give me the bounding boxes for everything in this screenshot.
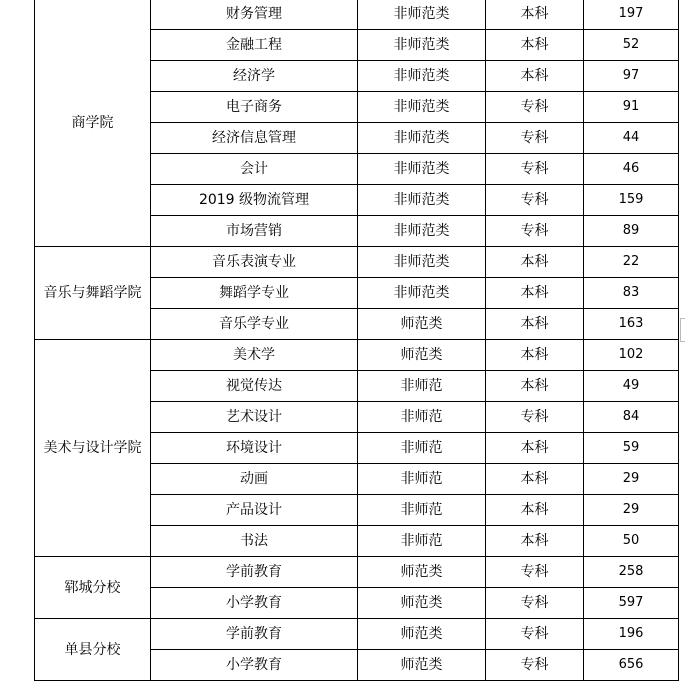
- table-row: [35, 619, 679, 650]
- category-cell: 非师范: [358, 495, 486, 526]
- count-cell: 656: [584, 650, 679, 681]
- count-cell: 197: [584, 0, 679, 30]
- level-cell: 专科: [486, 185, 584, 216]
- level-cell: 本科: [486, 371, 584, 402]
- level-cell: 本科: [486, 0, 584, 30]
- college-cell: 音乐与舞蹈学院: [35, 247, 151, 340]
- category-cell: 师范类: [358, 557, 486, 588]
- major-cell: 艺术设计: [151, 402, 358, 433]
- major-cell: 书法: [151, 526, 358, 557]
- level-cell: 本科: [486, 30, 584, 61]
- count-cell: 59: [584, 433, 679, 464]
- level-cell: 专科: [486, 588, 584, 619]
- major-cell: 音乐学专业: [151, 309, 358, 340]
- category-cell: 师范类: [358, 619, 486, 650]
- category-cell: 师范类: [358, 309, 486, 340]
- scroll-edge-marker: [680, 318, 685, 342]
- count-cell: 29: [584, 495, 679, 526]
- category-cell: 非师范类: [358, 154, 486, 185]
- count-cell: 84: [584, 402, 679, 433]
- level-cell: 本科: [486, 433, 584, 464]
- major-cell: 会计: [151, 154, 358, 185]
- level-cell: 专科: [486, 92, 584, 123]
- category-cell: 非师范类: [358, 247, 486, 278]
- major-cell: 舞蹈学专业: [151, 278, 358, 309]
- count-cell: 52: [584, 30, 679, 61]
- count-cell: 258: [584, 557, 679, 588]
- table-row: [35, 557, 679, 588]
- count-cell: 196: [584, 619, 679, 650]
- level-cell: 本科: [486, 247, 584, 278]
- level-cell: 本科: [486, 495, 584, 526]
- level-cell: 专科: [486, 619, 584, 650]
- college-cell: 单县分校: [35, 619, 151, 681]
- table-row: [35, 340, 679, 371]
- major-cell: 金融工程: [151, 30, 358, 61]
- enrollment-table: [34, 0, 679, 681]
- count-cell: 44: [584, 123, 679, 154]
- category-cell: 非师范类: [358, 185, 486, 216]
- level-cell: 本科: [486, 526, 584, 557]
- level-cell: 专科: [486, 154, 584, 185]
- major-cell: 小学教育: [151, 588, 358, 619]
- category-cell: 非师范: [358, 402, 486, 433]
- table-row: [35, 247, 679, 278]
- category-cell: 师范类: [358, 650, 486, 681]
- count-cell: 163: [584, 309, 679, 340]
- table-body: [35, 0, 679, 681]
- category-cell: 非师范: [358, 464, 486, 495]
- level-cell: 专科: [486, 402, 584, 433]
- category-cell: 非师范类: [358, 30, 486, 61]
- category-cell: 非师范: [358, 433, 486, 464]
- count-cell: 29: [584, 464, 679, 495]
- count-cell: 97: [584, 61, 679, 92]
- count-cell: 46: [584, 154, 679, 185]
- college-cell: 商学院: [35, 0, 151, 247]
- major-cell: 环境设计: [151, 433, 358, 464]
- level-cell: 专科: [486, 650, 584, 681]
- major-cell: 视觉传达: [151, 371, 358, 402]
- major-cell: 财务管理: [151, 0, 358, 30]
- count-cell: 91: [584, 92, 679, 123]
- count-cell: 597: [584, 588, 679, 619]
- level-cell: 专科: [486, 557, 584, 588]
- major-cell: 经济信息管理: [151, 123, 358, 154]
- major-cell: 经济学: [151, 61, 358, 92]
- category-cell: 非师范: [358, 371, 486, 402]
- count-cell: 49: [584, 371, 679, 402]
- major-cell: 电子商务: [151, 92, 358, 123]
- major-cell: 音乐表演专业: [151, 247, 358, 278]
- count-cell: 89: [584, 216, 679, 247]
- major-cell: 美术学: [151, 340, 358, 371]
- level-cell: 本科: [486, 278, 584, 309]
- category-cell: 师范类: [358, 340, 486, 371]
- major-cell: 产品设计: [151, 495, 358, 526]
- major-cell: 学前教育: [151, 619, 358, 650]
- level-cell: 本科: [486, 464, 584, 495]
- major-cell: 市场营销: [151, 216, 358, 247]
- count-cell: 50: [584, 526, 679, 557]
- level-cell: 本科: [486, 340, 584, 371]
- category-cell: 师范类: [358, 588, 486, 619]
- major-cell: 2019 级物流管理: [151, 185, 358, 216]
- count-cell: 159: [584, 185, 679, 216]
- category-cell: 非师范: [358, 526, 486, 557]
- category-cell: 非师范类: [358, 278, 486, 309]
- count-cell: 102: [584, 340, 679, 371]
- college-cell: 美术与设计学院: [35, 340, 151, 557]
- category-cell: 非师范类: [358, 61, 486, 92]
- level-cell: 本科: [486, 61, 584, 92]
- major-cell: 小学教育: [151, 650, 358, 681]
- level-cell: 专科: [486, 216, 584, 247]
- category-cell: 非师范类: [358, 92, 486, 123]
- level-cell: 专科: [486, 123, 584, 154]
- category-cell: 非师范类: [358, 0, 486, 30]
- college-cell: 郓城分校: [35, 557, 151, 619]
- count-cell: 22: [584, 247, 679, 278]
- category-cell: 非师范类: [358, 216, 486, 247]
- level-cell: 本科: [486, 309, 584, 340]
- count-cell: 83: [584, 278, 679, 309]
- category-cell: 非师范类: [358, 123, 486, 154]
- table-row: [35, 0, 679, 30]
- major-cell: 动画: [151, 464, 358, 495]
- major-cell: 学前教育: [151, 557, 358, 588]
